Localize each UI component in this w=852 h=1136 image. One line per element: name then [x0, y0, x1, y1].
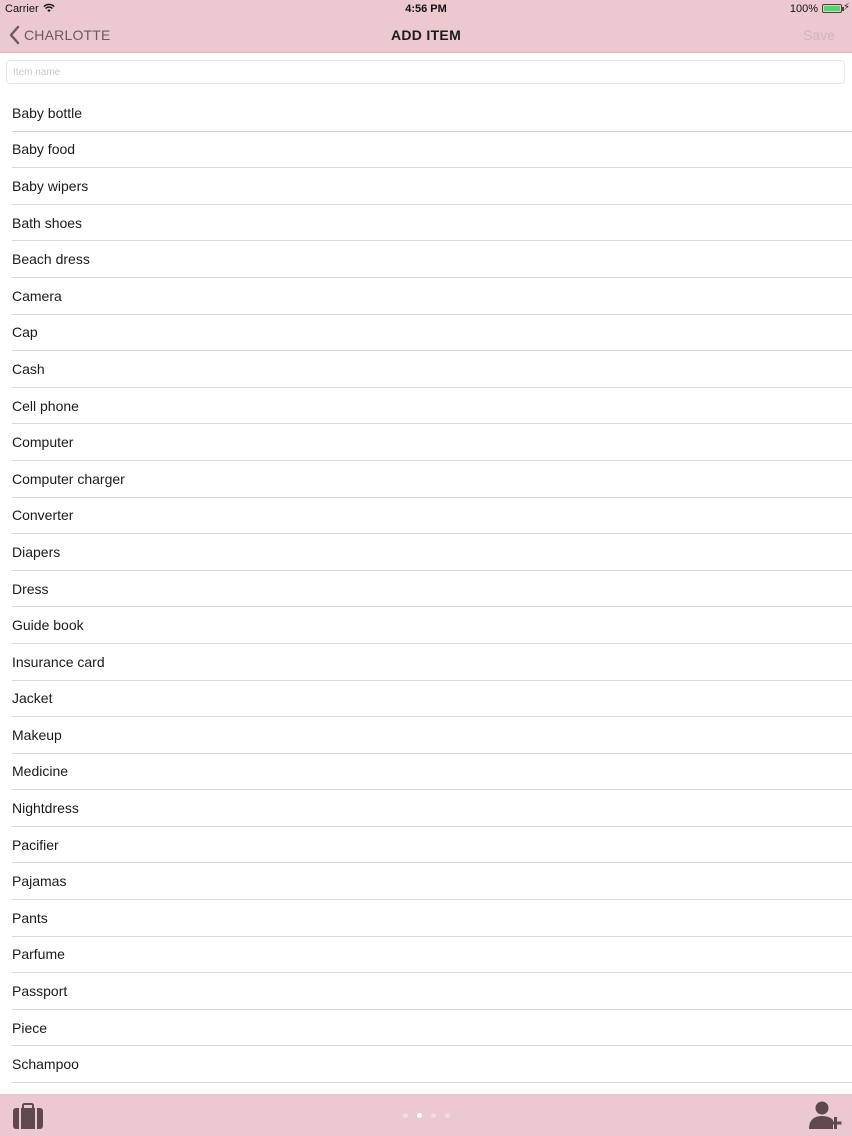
list-item-label: Jacket: [12, 690, 53, 707]
page-dot[interactable]: [417, 1113, 422, 1118]
list-item-label: Beach dress: [12, 251, 90, 268]
list-item-label: Camera: [12, 287, 62, 304]
list-item-label: Baby food: [12, 141, 76, 158]
list-item[interactable]: [12, 241, 852, 278]
list-item-label: Pants: [12, 909, 48, 926]
list-item-label: Pajamas: [12, 873, 67, 890]
page-indicator[interactable]: [0, 1113, 852, 1118]
page-dot[interactable]: [431, 1113, 436, 1118]
list-item[interactable]: [12, 607, 852, 644]
list-item[interactable]: [12, 498, 852, 535]
list-item[interactable]: [12, 973, 852, 1010]
list-item[interactable]: [12, 132, 852, 169]
list-item-label: Parfume: [12, 946, 65, 963]
list-item-label: Diapers: [12, 543, 61, 560]
clock-label: 4:56 PM: [405, 3, 447, 15]
battery-icon: [822, 4, 842, 13]
list-item-label: Pacifier: [12, 836, 59, 853]
page-dot[interactable]: [403, 1113, 408, 1118]
list-item-label: Converter: [12, 507, 74, 524]
list-item-label: Insurance card: [12, 653, 105, 670]
list-item[interactable]: [12, 754, 852, 791]
bottom-toolbar: [0, 1094, 852, 1136]
list-item[interactable]: [12, 571, 852, 608]
save-button[interactable]: Save: [803, 27, 835, 43]
list-item[interactable]: [12, 827, 852, 864]
list-item[interactable]: [12, 863, 852, 900]
list-item[interactable]: [12, 205, 852, 242]
list-item-label: Schampoo: [12, 1056, 79, 1073]
list-item-label: Computer charger: [12, 470, 125, 487]
status-bar: [0, 0, 852, 18]
list-item-label: Medicine: [12, 763, 69, 780]
list-item[interactable]: [12, 937, 852, 974]
back-button-label: CHARLOTTE: [24, 27, 111, 43]
page-title: ADD ITEM: [390, 27, 462, 43]
list-item-label: Nightdress: [12, 800, 79, 817]
charging-icon: ⚡: [842, 2, 850, 13]
list-item-label: Bath shoes: [12, 214, 83, 231]
list-item[interactable]: [12, 95, 852, 132]
list-item-label: Baby wipers: [12, 177, 89, 194]
carrier-label: Carrier: [5, 3, 39, 15]
list-item-label: Cap: [12, 324, 38, 341]
list-item[interactable]: [12, 790, 852, 827]
list-item[interactable]: [12, 717, 852, 754]
list-item-label: Dress: [12, 580, 49, 597]
list-item-label: Cash: [12, 360, 45, 377]
list-item[interactable]: [12, 461, 852, 498]
list-item-label: Cell phone: [12, 397, 79, 414]
list-item-label: Makeup: [12, 726, 62, 743]
list-item[interactable]: [12, 900, 852, 937]
list-item[interactable]: [12, 315, 852, 352]
list-item[interactable]: [12, 1010, 852, 1047]
list-item[interactable]: [12, 168, 852, 205]
battery-percentage: 100%: [789, 3, 818, 15]
list-item-label: Baby bottle: [12, 104, 83, 121]
list-item[interactable]: [12, 1046, 852, 1083]
item-list[interactable]: [0, 95, 852, 1085]
list-item[interactable]: [12, 351, 852, 388]
list-item[interactable]: [12, 534, 852, 571]
list-item-label: Passport: [12, 983, 68, 1000]
list-item[interactable]: [12, 388, 852, 425]
list-item[interactable]: [12, 644, 852, 681]
list-item-label: Computer: [12, 434, 74, 451]
list-item-label: Guide book: [12, 617, 84, 634]
list-item[interactable]: [12, 424, 852, 461]
item-name-input[interactable]: [7, 61, 844, 83]
list-item[interactable]: [12, 681, 852, 718]
item-name-field-container: [6, 60, 845, 84]
add-user-icon[interactable]: [808, 1100, 842, 1130]
navigation-bar: [0, 0, 852, 53]
list-item[interactable]: [12, 278, 852, 315]
page-dot[interactable]: [445, 1113, 450, 1118]
list-item-label: Piece: [12, 1019, 48, 1036]
